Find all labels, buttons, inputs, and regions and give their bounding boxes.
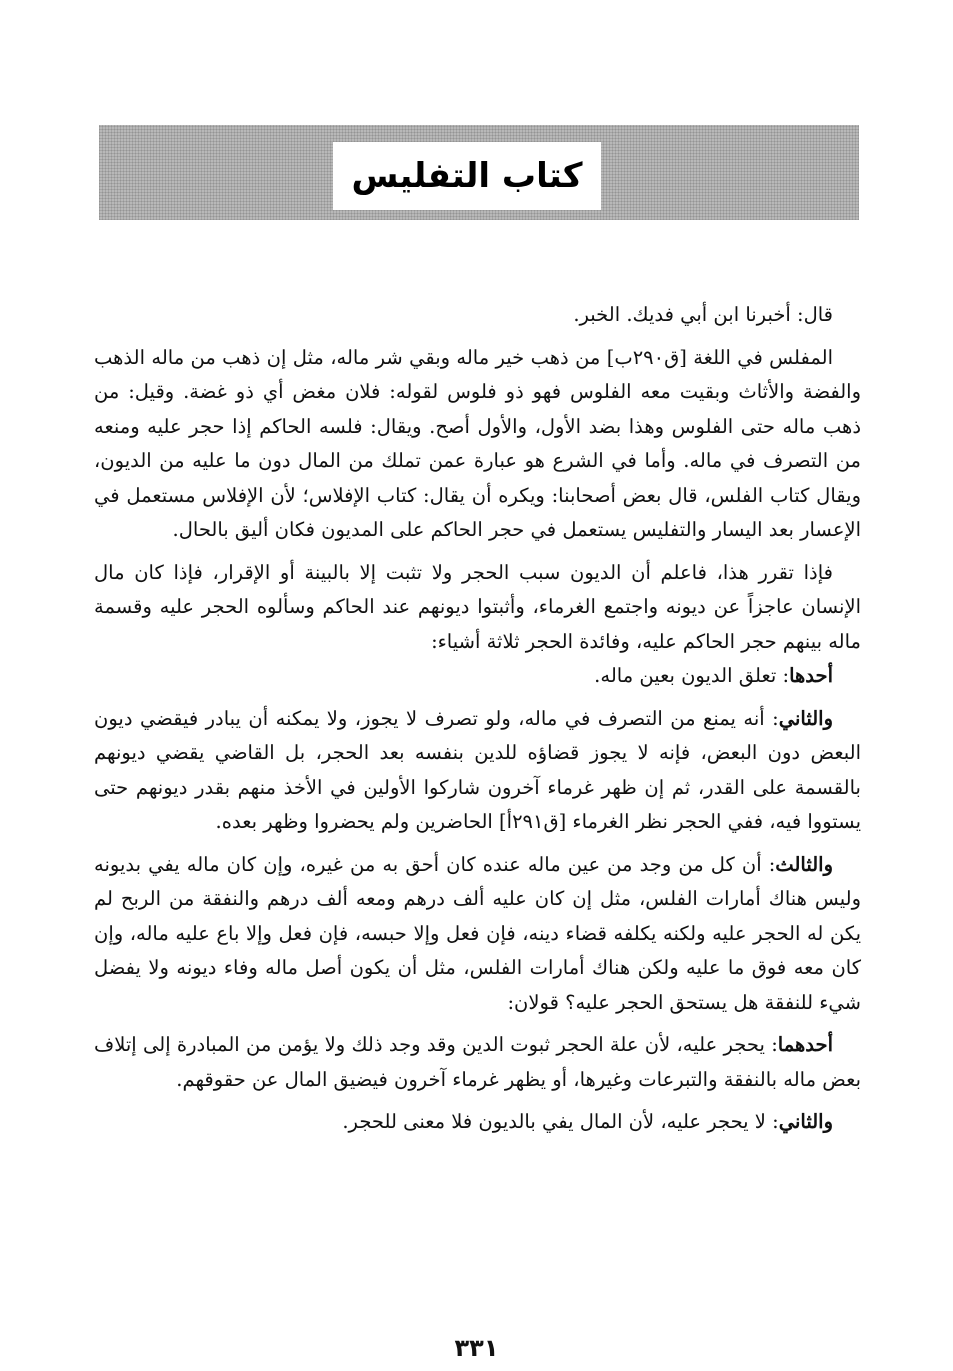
paragraph-text: : أنه يمنع من التصرف في ماله، ولو تصرف لا يجوز، ولا يمكنه أن يبادر فيقضي ديون البعض دون البعض، فإنه لا يجوز قضاؤه للدين بنفسه بعد الحجر، بل القاضي يقضي ديونهم بالقسمة على القدر، ثم إن ظهر غرماء آخرون شاركوا الأولين في الأخذ منهم بقدر ديونهم حتى يستووا فيه، ففي الحجر نظر الغرماء [ق٢٩١أ] الحاضرين ولم يحضروا وظهر بعده. [94, 706, 861, 833]
paragraph-first-opinion [94, 1028, 861, 1097]
paragraph-label: والثالث [775, 852, 833, 876]
paragraph-text: : لا يحجر عليه، لأن المال يفي بالديون فلا معنى للحجر. [342, 1110, 779, 1133]
paragraph-text: فإذا تقرر هذا، فاعلم أن الديون سبب الحجر ولا تثبت إلا بالبينة أو الإقرار، فإذا كان مال الإنسان عاجزاً عن ديونه واجتمع الغرماء، وأثبتوا ديونهم عند الحاكم وسألوه الحجر عليه وقسمة ماله بينهم حجر الحاكم عليه، وفائدة الحجر ثلاثة أشياء: [94, 560, 861, 653]
chapter-title: كتاب التفليس [351, 156, 583, 196]
page-number: ٣٣١ [454, 1334, 499, 1362]
paragraph-intro [94, 298, 861, 333]
paragraph-label: والثاني [778, 1110, 833, 1133]
paragraph-label: أحدهما [777, 1033, 833, 1056]
paragraph-text: المفلس في اللغة [ق٢٩٠ب] من ذهب خير ماله وبقي شر ماله، مثل إن ذهب من ماله الذهب والفضة والأثاث وبقيت معه الفلوس فهو ذو فلوس لقوله: فلان مغض أي ذو غضة. وقيل: من ذهب ماله حتى الفلوس وهذا بضد الأول، والأول أصح. ويقال: فلسه الحاكم إذا حجر عليه ومنعه من التصرف في ماله. وأما في الشرع هو عبارة عمن تملك من المال دون ما عليه من الديون، ويقال كتاب الفلس، قال بعض أصحابنا: ويكره أن يقال: كتاب الإفلاس؛ لأن الإفلاس مستعمل في الإعسار بعد اليسار والتفليس يستعمل في حجر الحاكم على المديون فكان أليق بالحال. [94, 345, 861, 541]
paragraph-text: : يحجر عليه، لأن علة الحجر ثبوت الدين وقد وجد ذلك ولا يؤمن من المبادرة إلى إتلاف بعض ماله بالنفقة والتبرعات وغيرها، أو يظهر غرماء آخرون فيضيق المال عن حقوقهم. [94, 1033, 861, 1091]
paragraph-text: : تعلق الديون بعين ماله. [594, 664, 790, 687]
paragraph-third-benefit [94, 848, 861, 1021]
chapter-title-box [333, 142, 601, 210]
paragraph-label: والثاني [778, 706, 833, 730]
paragraph-first-benefit [94, 659, 861, 694]
paragraph-label: أحدها [789, 664, 833, 687]
body-text [94, 298, 861, 1148]
paragraph-second-opinion [94, 1105, 861, 1140]
paragraph-conditions [94, 556, 861, 660]
paragraph-definition [94, 341, 861, 548]
paragraph-text: قال: أخبرنا ابن أبي فديك. الخبر. [573, 303, 833, 326]
paragraph-second-benefit [94, 702, 861, 840]
paragraph-text: : أن كل من وجد من عين ماله عنده كان أحق به من غيره، وإن كان ماله يفي بديونه وليس هناك أمارات الفلس، مثل إن كان عليه ألف درهم ومعه ألف درهم والنفقة من الربح لم يكن له الحجر عليه ولكنه يكلفه قضاء دينه، فإن فعل وإلا حبسه، فإن فعل وإلا باع عليه ماله، وإن كان معه فوق ما عليه ولكن هناك أمارات الفلس، مثل أن يكون أصل ماله وفاء ديونه ولا يفضل شيء للنفقة هل يستحق الحجر عليه؟ قولان: [94, 852, 861, 1014]
